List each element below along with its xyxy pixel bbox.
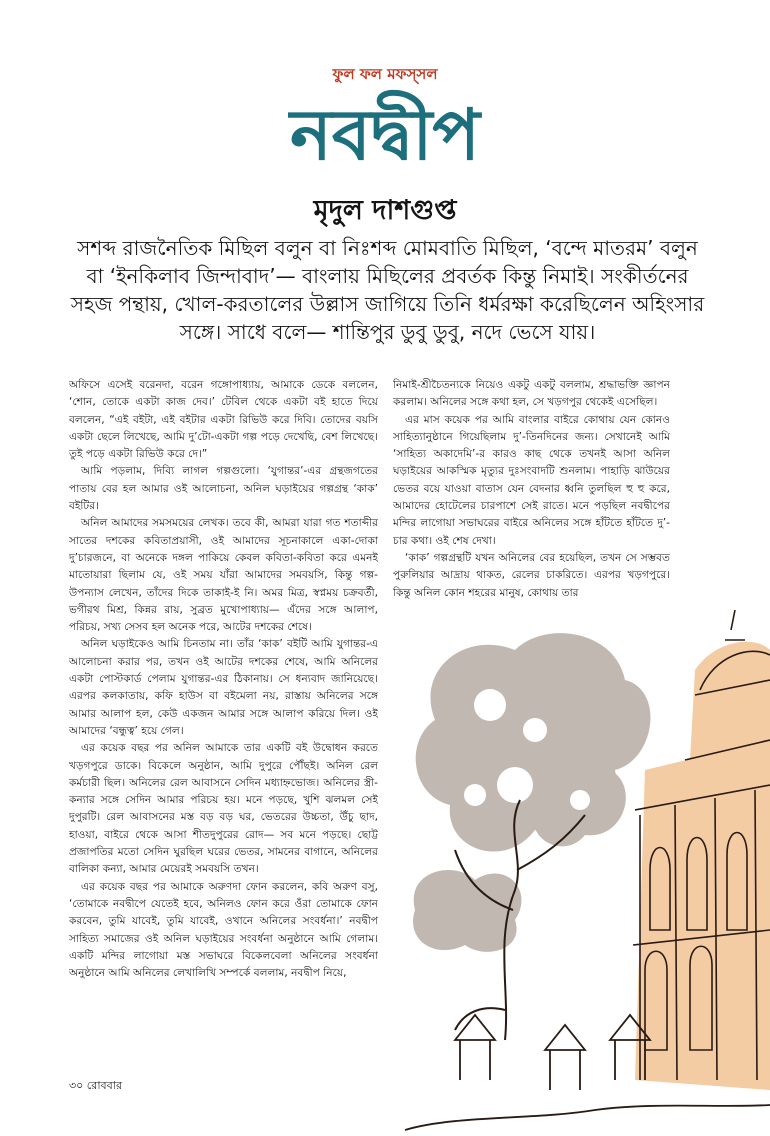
body-paragraph: এর কয়েক বছর পর আমাকে অরুণদা ফোন করলেন, কবি অরুণ বসু, ‘তোমাকে নবদ্বীপে যেতেই হবে, অনিলও ফোন করে ওঁরা তোমাকে ফোন করবেন, তুমি যাবেই, তুমি যাবেই, ওখানে অনিলের সংবর্ধনা।’ নবদ্বীপ সাহিত্য সমাজের ওই অনিল ঘড়াইয়ের সংবর্ধনা অনুষ্ঠানে আমি গেলাম। একটি মন্দির লাগোয়া মস্ত সভাঘরে বিকেলবেলা অনিলের সংবর্ধনা অনুষ্ঠানে আমি অনিলের লেখালিখি সম্পর্কে বললাম, নবদ্বীপ নিয়ে, xyxy=(69,880,378,980)
body-paragraph: এর মাস কয়েক পর আমি বাংলার বাইরে কোথায় যেন কোনও সাহিত্যানুষ্ঠানে গিয়েছিলাম দু’-তিনদিনের জন্য। সেখানেই আমি ‘সাহিত্য অকাদেমি’-র কারও কাছ থেকে তখনই আসা অনিল ঘড়াইয়ের আকস্মিক মৃত্যুর দুঃসংবাদটি শুনলাম। পাহাড়ি ঝাউয়ের ভেতর বয়ে যাওয়া বাতাস যেন বেদনার ধ্বনি তুলছিল হু হু করে, আমাদের হোটেলের চারপাশে সেই রাতে। মনে পড়ছিল নবদ্বীপের মন্দির লাগোয়া সভাঘরের বাইরে অনিলের সঙ্গে হাঁটতে হাঁটতে দু’-চার কথা। ওই শেষ দেখা। xyxy=(393,413,670,547)
section-tag: ফুল ফল মফস্‌সল xyxy=(332,65,438,83)
body-column-left xyxy=(69,377,378,1067)
author-byline: মৃদুল দাশগুপ্ত xyxy=(313,195,457,226)
body-paragraph: নিমাই-শ্রীচৈতন্যকে নিয়েও একটু একটু বললাম, শ্রদ্ধাভক্তি জ্ঞাপন করলাম। অনিলের সঙ্গে কথা হল, সে খড়গপুর থেকেই এসেছিল। xyxy=(393,379,670,409)
temple-wash xyxy=(635,642,770,1090)
body-paragraph: অনিল ঘড়াইকেও আমি চিনতাম না। তাঁর ‘কাক’ বইটি আমি যুগান্তর-এ আলোচনা করার পর, তখন ওই আটের দশকের শেষে, আমি অনিলের একটা পোস্টকার্ড পেলাম যুগান্তর-এর ঠিকানায়। সে ধন্যবাদ জানিয়েছে। এরপর কলকাতায়, কফি হাউস বা বইমেলা নয়, রাস্তায় অনিলের সঙ্গে আমার আলাপ হল, কেউ একজন আমার সঙ্গে আলাপ করিয়ে দিল। ওই আমাদের ‘বন্ধুত্ব’ হয়ে গেল। xyxy=(69,638,378,737)
body-paragraph: আমি পড়লাম, দিব্যি লাগল গল্পগুলো। ‘যুগান্তর’-এর গ্রন্থজগতের পাতায় বের হল আমার ওই আলোচনা, অনিল ঘড়াইয়ের গল্পগ্রন্থ ‘কাক’ বইটির। xyxy=(69,465,378,513)
body-paragraph: অফিসে এসেই বরেনদা, বরেন গঙ্গোপাধ্যায়, আমাকে ডেকে বললেন, ‘শোন, তোকে একটা কাজ দেব।’ টেবিল থেকে একটা বই হাতে দিয়ে বললেন, “এই বইটা, এই বইটার একটা রিভিউ করে দিবি। তোদের বয়সি একটা ছেলে লিখেছে, আমি দু’টো-একটা গল্প পড়ে দেখেছি, বেশ লিখেছে। তুই পড়ে একটা রিভিউ করে দে।” xyxy=(69,379,378,461)
lede-paragraph: সশব্দ রাজনৈতিক মিছিল বলুন বা নিঃশব্দ মোমবাতি মিছিল, ‘বন্দে মাতরম’ বলুন বা ‘ইনকিলাব জিন্দাবাদ’— বাংলায় মিছিলের প্রবর্তক কিন্তু নিমাই। সংকীর্তনের সহজ পন্থায়, খোল-করতালের উল্লাস জাগিয়ে তিনি ধর্মরক্ষা করেছিলেন অহিংসার সঙ্গে। সাধে বলে— শান্তিপুর ডুবু ডুবু, নদে ভেসে যায়। xyxy=(70,236,705,344)
article-title: নবদ্বীপ xyxy=(290,94,480,176)
body-paragraph: অনিল আমাদের সমসময়ের লেখক। তবে কী, আমরা যারা গত শতাব্দীর সাতের দশকের কবিতাপ্রয়াসী, ওই আমাদের সূচনাকালে একা-দোকা দু’চারজনে, বা অনেকে দঙ্গল পাকিয়ে কেবল কবিতা-কবিতা করে এমনই মাতোয়ারা ছিলাম যে, ওই সময় যাঁরা আমাদের সমবয়সি, কিন্তু গল্প-উপন্যাস লেখেন, তাঁদের দিকে তাকাই-ই নি। অমর মিত্র, স্বপ্নময় চক্রবর্তী, ভগীরথ মিশ্র, কিন্নর রায়, সুব্রত মুখোপাধ্যায়— এঁদের সঙ্গে আলাপ, পরিচয়, সখ্য সেসব হল অনেক পরে, আটের দশকের শেষে। xyxy=(69,517,378,634)
page-folio: ৩০ রোববার xyxy=(69,1079,122,1092)
body-column-right xyxy=(393,377,670,617)
body-paragraph: ‘কাক’ গল্পগ্রন্থটি যখন অনিলের বের হয়েছিল, তখন সে সম্ভবত পুরুলিয়ার আদ্রায় থাকত, রেলের চাকরিতে। এরপর খড়গপুরে। কিন্তু অনিল কোন শহরের মানুষ, কোথায় তার xyxy=(393,551,670,599)
tree-wash xyxy=(413,633,650,952)
body-paragraph: এর কয়েক বছর পর অনিল আমাকে তার একটি বই উদ্বোধন করতে খড়গপুরে ডাকে। বিকেলে অনুষ্ঠান, আমি দুপুরে পৌঁছই। অনিল রেল কর্মচারী ছিল। অনিলের রেল আবাসনে সেদিন মধ্যাহ্নভোজ। অনিলের স্ত্রী-কন্যার সঙ্গে সেদিন আমার পরিচয় হয়। মনে পড়ছে, খুশি ঝলমল সেই দুপুরটি। রেল আবাসনের মস্ত বড় বড় ঘর, ভেতরের উচ্চতা, উঁচু ছাদ, হাওয়া, বাইরে থেকে আসা শীতদুপুরের রোদ— সব মনে পড়ছে। ছোট্ট প্রজাপতির মতো সেদিন ঘুরছিল ঘরের ভেতর, সামনের বাগানে, অনিলের বালিকা কন্যা, আমার মেয়েরই সমবয়সি তখন। xyxy=(69,742,378,876)
temple-illustration xyxy=(395,610,770,1136)
